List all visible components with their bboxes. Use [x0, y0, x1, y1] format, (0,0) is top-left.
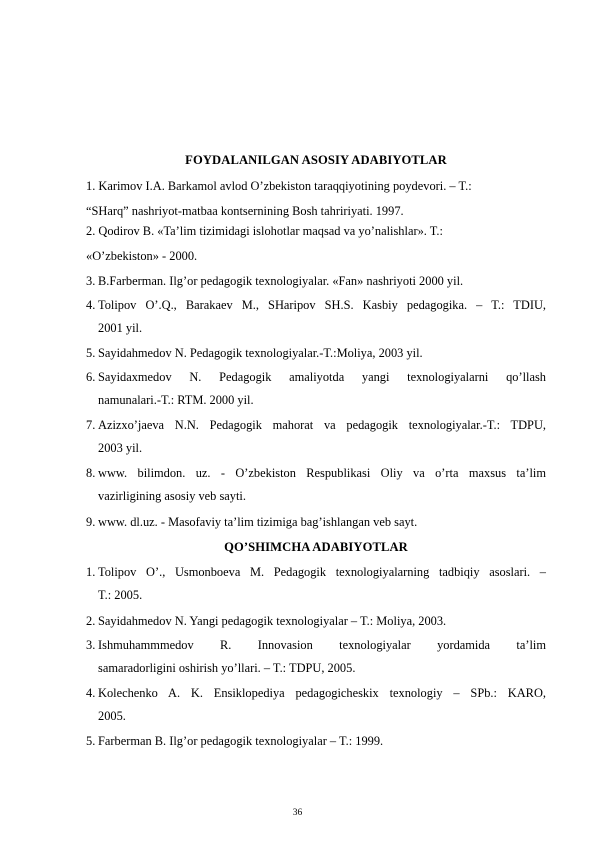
reference-text-continuation: vazirligining asosiy veb sayti. [98, 489, 246, 503]
reference-text: “SHarq” nashriyot-matbaa kontsernining Bosh tahririyati. 1997. [86, 204, 404, 218]
reference-text: Kolechenko A. K. Ensiklopediya pedagogicheskix texnologiy – SPb.: KARO, [98, 686, 546, 700]
reference-number: 9. [86, 515, 96, 529]
reference-number: 1. [86, 565, 96, 579]
reference-number: 4. [86, 298, 96, 312]
reference-text: Farberman B. Ilg’or pedagogik texnologiyalar – T.: 1999. [98, 734, 384, 748]
reference-number: 2. [86, 614, 96, 628]
reference-text: Karimov I.A. Barkamol avlod O’zbekiston taraqqiyotining poydevori. – T.: [98, 179, 472, 193]
page-number: 36 [292, 808, 303, 818]
reference-text-continuation: T.: 2005. [98, 588, 143, 602]
reference-number: 3. [86, 638, 96, 652]
reference-text: www. dl.uz. - Masofaviy ta’lim tizimiga bag’ishlangan veb sayt. [98, 515, 418, 529]
reference-number: 3. [86, 274, 96, 288]
reference-text: Tolipov O’.Q., Barakaev M., SHaripov SH.S. Kasbiy pedagogika. – T.: TDIU, [98, 298, 546, 312]
reference-text: www. bilimdon. uz. - O’zbekiston Respublikasi Oliy va o’rta maxsus ta’lim [98, 466, 546, 480]
reference-text: «O’zbekiston» - 2000. [86, 249, 198, 263]
reference-number: 8. [86, 466, 96, 480]
reference-number: 5. [86, 734, 96, 748]
reference-number: 4. [86, 686, 96, 700]
reference-text-continuation: 2001 yil. [98, 321, 143, 335]
reference-number: 2. [86, 224, 96, 238]
reference-text: Tolipov O’., Usmonboeva M. Pedagogik texnologiyalarning tadbiqiy asoslari. – [98, 565, 546, 579]
reference-text-continuation: samaradorligini oshirish yo’llari. – T.: TDPU, 2005. [98, 661, 356, 675]
reference-number: 6. [86, 370, 96, 384]
reference-text: Azizxo’jaeva N.N. Pedagogik mahorat va pedagogik texnologiyalar.-T.: TDPU, [98, 418, 546, 432]
reference-text: Ishmuhammmedov R. Innovasion texnologiyalar yordamida ta’lim [98, 638, 546, 652]
reference-number: 1. [86, 179, 96, 193]
reference-text: Sayidahmedov N. Pedagogik texnologiyalar.-T.:Moliya, 2003 yil. [98, 346, 423, 360]
reference-text-continuation: 2005. [98, 709, 126, 723]
reference-text-continuation: 2003 yil. [98, 441, 143, 455]
reference-text-continuation: namunalari.-T.: RTM. 2000 yil. [98, 393, 254, 407]
reference-text: Sayidaxmedov N. Pedagogik amaliyotda yangi texnologiyalarni qo’llash [98, 370, 546, 384]
reference-text: Sayidahmedov N. Yangi pedagogik texnologiyalar – T.: Moliya, 2003. [98, 614, 447, 628]
reference-text: B.Farberman. Ilg’or pedagogik texnologiyalar. «Fan» nashriyoti 2000 yil. [98, 274, 464, 288]
additional-references-heading: QO’SHIMCHA ADABIYOTLAR [224, 540, 408, 554]
reference-text: Qodirov B. «Ta’lim tizimidagi islohotlar maqsad va yo’nalishlar». T.: [98, 224, 443, 238]
reference-number: 7. [86, 418, 96, 432]
main-references-heading: FOYDALANILGAN ASOSIY ADABIYOTLAR [185, 153, 447, 167]
reference-number: 5. [86, 346, 96, 360]
